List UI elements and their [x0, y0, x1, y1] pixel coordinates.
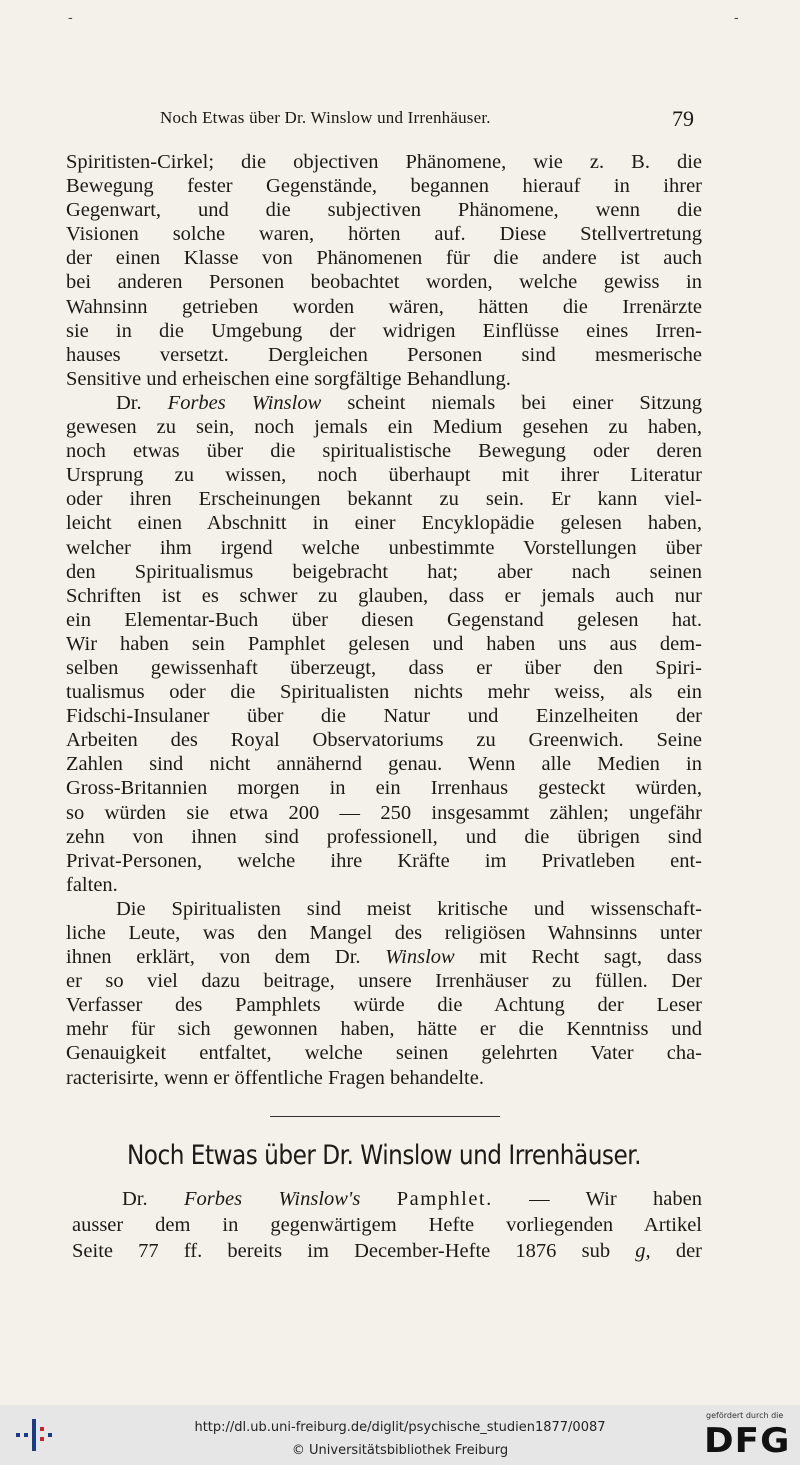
text-line: ein Elementar-Buch über diesen Gegenstand gelesen hat.: [66, 608, 702, 631]
text-line: Die Spiritualisten sind meist kritische und wissenschaft-: [116, 897, 702, 920]
text-line: Visionen solche waren, hörten auf. Diese Stellvertretung: [66, 223, 702, 246]
text-line: Seite 77 ff. bereits im December-Hefte 1876 sub g, der: [72, 1240, 703, 1262]
text-line: racterisirte, wenn er öffentliche Fragen behandelte.: [66, 1066, 484, 1089]
text-line: Dr. Forbes Winslow scheint niemals bei einer Sitzung: [116, 391, 702, 414]
text-line: Gegenwart, und die subjectiven Phänomene, wenn die: [66, 199, 702, 222]
text-line: er so viel dazu beitrage, unsere Irrenhäuser zu füllen. Der: [66, 970, 702, 993]
section-divider: [270, 1116, 500, 1117]
text-line: liche Leute, was den Mangel des religiösen Wahnsinns unter: [66, 922, 702, 944]
text-line: bei anderen Personen beobachtet worden, welche gewiss in: [66, 271, 702, 294]
copyright-notice: © Universitätsbibliothek Freiburg: [291, 1443, 509, 1458]
text-line: Arbeiten des Royal Observatoriums zu Greenwich. Seine: [66, 729, 702, 752]
text-line: Fidschi-Insulaner über die Natur und Einzelheiten der: [66, 705, 702, 728]
text-line: Zahlen sind nicht annähernd genau. Wenn alle Medien in: [66, 753, 702, 776]
dfg-tagline: gefördert durch die: [706, 1411, 784, 1420]
text-line: hauses versetzt. Dergleichen Personen sind mesmerische: [66, 343, 702, 366]
text-line: Genauigkeit entfaltet, welche seinen gelehrten Vater cha-: [66, 1042, 702, 1065]
text-line: oder ihren Erscheinungen bekannt zu sein. Er kann viel-: [66, 488, 702, 511]
text-line: Gross-Britannien morgen in ein Irrenhaus gesteckt würden,: [66, 777, 702, 800]
text-line: der einen Klasse von Phänomenen für die andere ist auch: [66, 247, 702, 270]
text-line: gewesen zu sein, noch jemals ein Medium gesehen zu haben,: [66, 416, 702, 439]
text-line: Wahnsinn getrieben worden wären, hätten die Irrenärzte: [66, 295, 702, 318]
running-title: Noch Etwas über Dr. Winslow und Irrenhäuser.: [160, 108, 491, 127]
page-number: 79: [672, 106, 694, 131]
scan-mark: -: [734, 10, 739, 26]
section-text: [72, 1186, 702, 1264]
text-line: ihnen erklärt, von dem Dr. Winslow mit Recht sagt, dass: [66, 946, 702, 969]
text-line: welcher ihm irgend welche unbestimmte Vorstellungen über: [66, 536, 702, 559]
text-line: mehr für sich gewonnen haben, hätte er die Kenntniss und: [66, 1018, 702, 1041]
scan-mark: -: [68, 10, 73, 26]
text-line: so würden sie etwa 200 — 250 insgesammt zählen; ungefähr: [66, 801, 702, 824]
text-line: Bewegung fester Gegenstände, begannen hierauf in ihrer: [66, 175, 702, 198]
text-line: Verfasser des Pamphlets würde die Achtung der Leser: [66, 994, 702, 1017]
section-title: Noch Etwas über Dr. Winslow und Irrenhäuser.: [126, 1140, 642, 1171]
main-text: [66, 150, 702, 1090]
text-line: Dr. Forbes Winslow's Pamphlet. — Wir haben: [122, 1188, 702, 1210]
text-line: Wir haben sein Pamphlet gelesen und haben uns aus dem-: [66, 632, 702, 655]
text-line: Schriften ist es schwer zu glauben, dass er jemals auch nur: [66, 584, 702, 607]
text-line: ausser dem in gegenwärtigem Hefte vorliegenden Artikel: [72, 1214, 702, 1236]
text-line: selben gewissenhaft überzeugt, dass er über den Spiri-: [66, 656, 702, 679]
viewer-footer: [0, 1405, 800, 1465]
text-line: noch etwas über die spiritualistische Bewegung oder deren: [66, 440, 702, 463]
text-line: zehn von ihnen sind professionell, und die übrigen sind: [66, 825, 702, 848]
text-line: falten.: [66, 873, 118, 896]
text-line: sie in die Umgebung der widrigen Einflüsse eines Irren-: [66, 319, 702, 342]
dfg-logo-icon: DFG: [704, 1421, 791, 1461]
permalink-url[interactable]: http://dl.ub.uni-freiburg.de/diglit/psychische_studien1877/0087: [194, 1420, 606, 1435]
text-line: Sensitive und erheischen eine sorgfältige Behandlung.: [66, 367, 511, 390]
text-line: Spiritisten-Cirkel; die objectiven Phänomene, wie z. B. die: [66, 151, 702, 173]
text-line: tualismus oder die Spiritualisten nichts mehr weiss, als ein: [66, 681, 702, 704]
text-line: Privat-Personen, welche ihre Kräfte im Privatleben ent-: [66, 849, 702, 872]
text-line: leicht einen Abschnitt in einer Encyklopädie gelesen haben,: [66, 512, 702, 535]
text-line: Ursprung zu wissen, noch überhaupt mit ihrer Literatur: [66, 464, 702, 487]
text-line: den Spiritualismus beigebracht hat; aber nach seinen: [66, 560, 702, 583]
